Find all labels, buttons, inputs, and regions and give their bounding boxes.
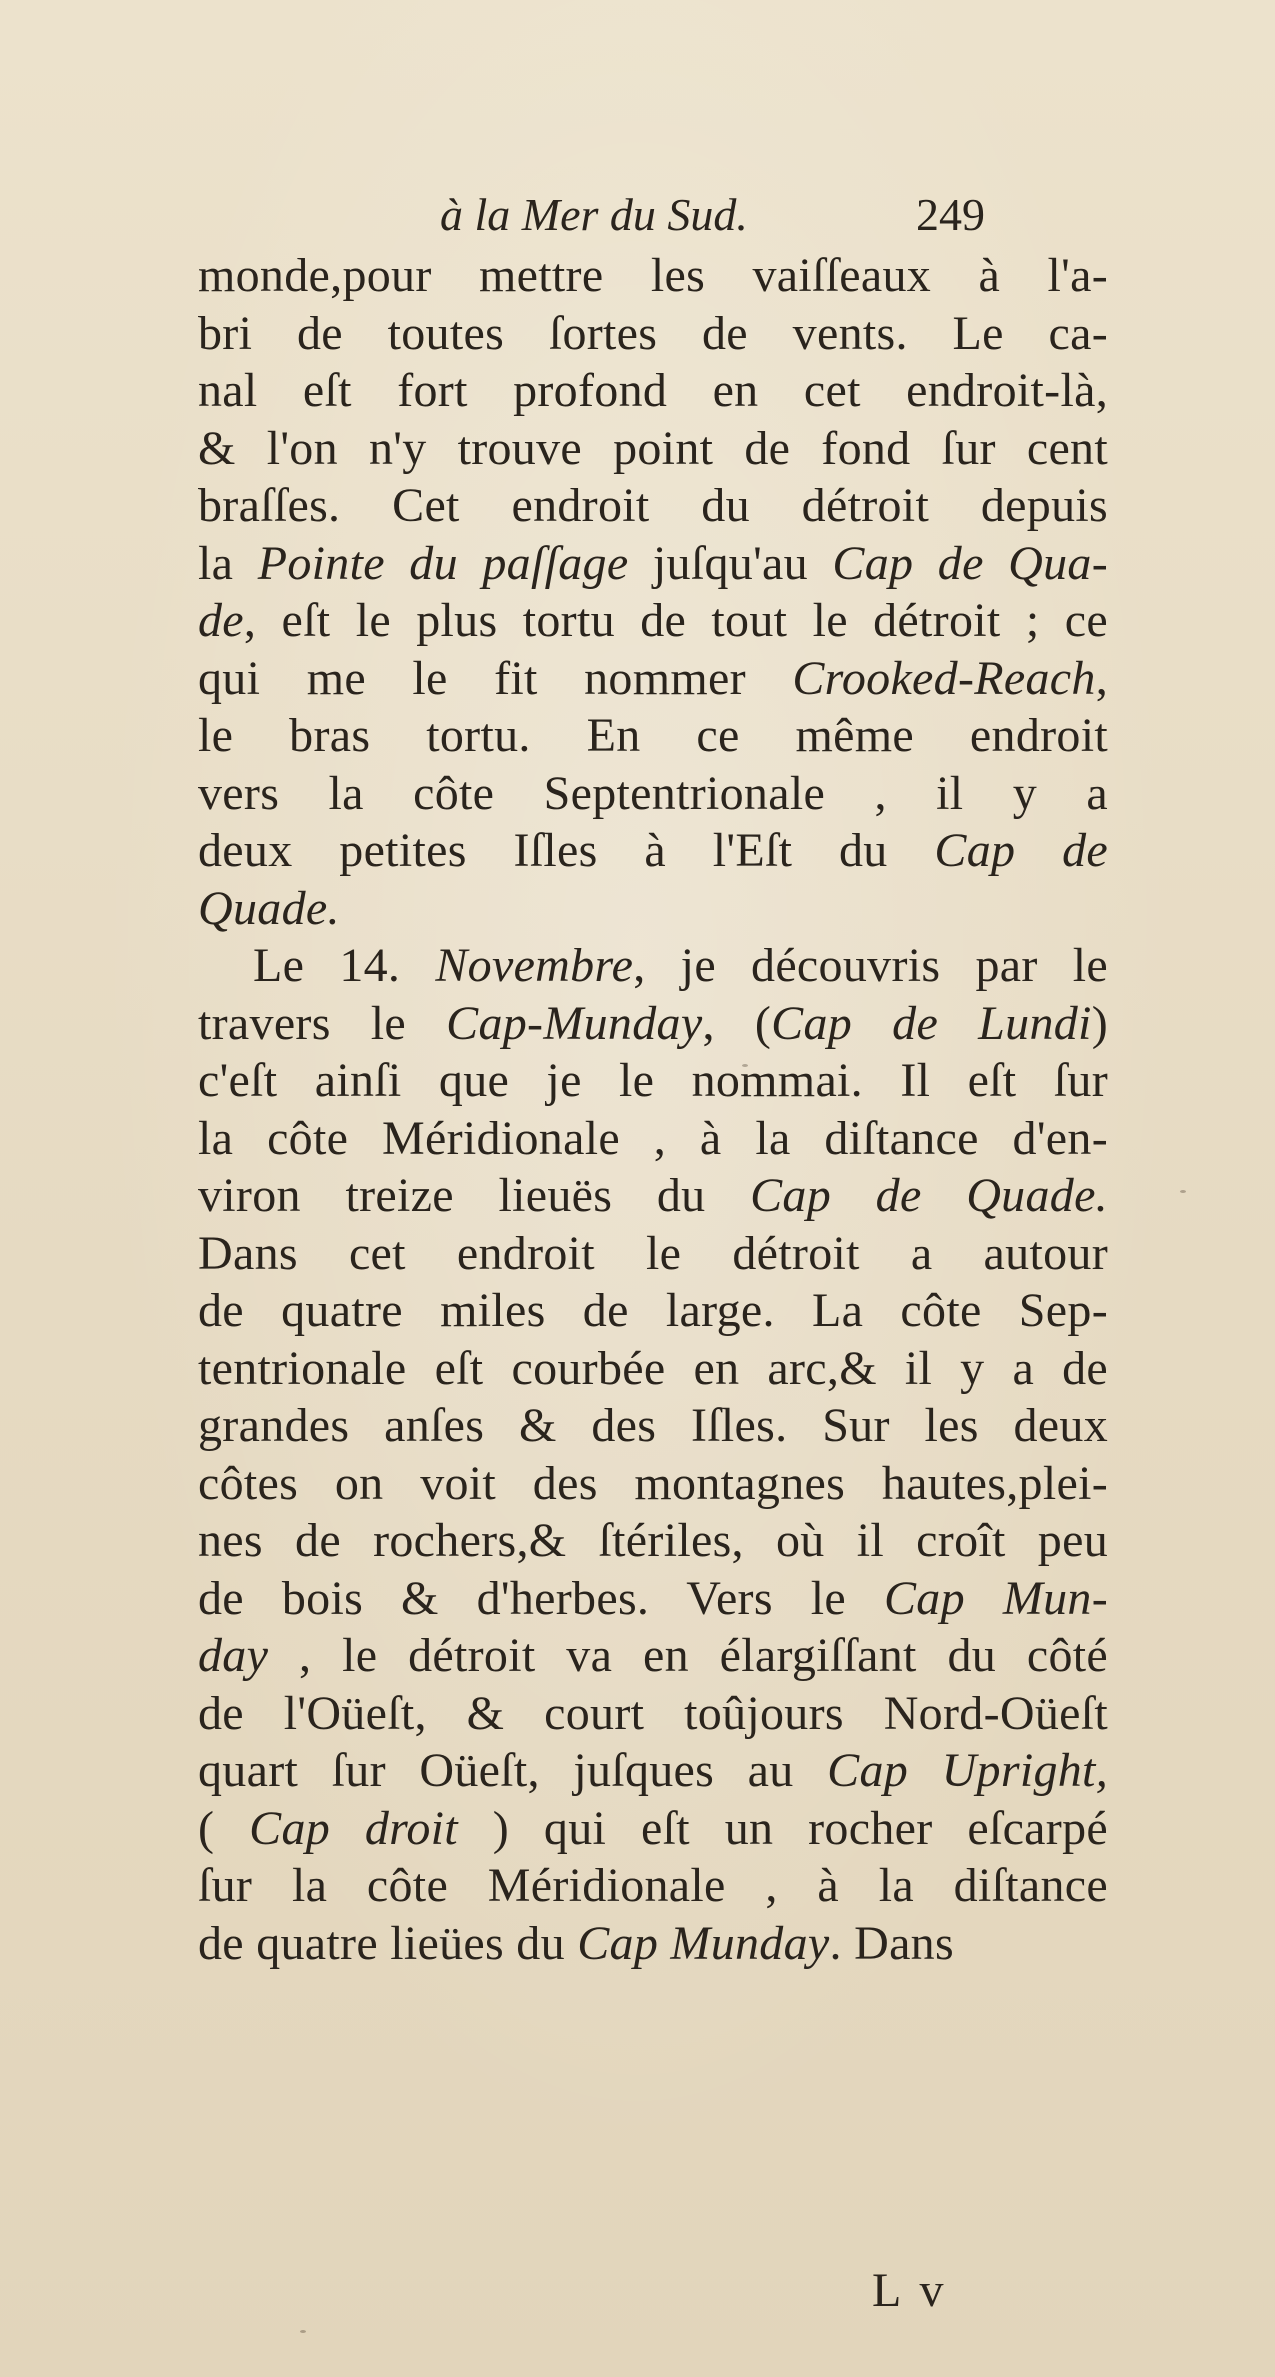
text-line [198, 1742, 1108, 1800]
text-line [198, 592, 1108, 650]
text-line [198, 362, 1108, 420]
signature-mark: L v [872, 2264, 948, 2317]
text-run: travers le [198, 996, 447, 1050]
text-run: de quatre lieües du [198, 1916, 578, 1970]
text-line [198, 1627, 1108, 1685]
text-line [198, 1455, 1108, 1513]
italic-text: Quade. [198, 881, 340, 935]
text-run: ſur la côte Méridionale , à la diſtance [198, 1859, 1108, 1912]
text-run: ( [198, 1801, 250, 1855]
text-run: nal eſt fort profond en cet endroit-là, [198, 364, 1108, 417]
text-line [198, 765, 1108, 823]
text-run: qui me le fit nommer [198, 651, 793, 705]
page-header [0, 185, 1275, 245]
text-line [198, 1570, 1108, 1628]
text-run: Le 14. [253, 939, 436, 992]
text-line [198, 1167, 1108, 1225]
italic-text: Cap-Munday [446, 996, 703, 1050]
paper-speck [300, 2330, 306, 2333]
italic-text: Cap Munday [577, 1916, 830, 1970]
italic-text: Cap de Qua- [832, 536, 1108, 590]
text-run: & l'on n'y trouve point de fond ſur cent [198, 421, 1108, 475]
italic-text: Cap Mun- [883, 1571, 1108, 1625]
italic-text: Crooked-Reach [792, 651, 1096, 705]
text-run: , eſt le plus tortu de tout le détroit ; ce [243, 594, 1108, 647]
text-run: la côte Méridionale , à la diſtance d'en- [198, 1111, 1108, 1165]
text-line [198, 1512, 1108, 1570]
paper-speck [1180, 1190, 1186, 1193]
text-run: deux petites Iſles à l'Eſt du [198, 824, 935, 877]
text-line [198, 822, 1108, 880]
text-run: ) [1091, 996, 1108, 1050]
running-head: à la Mer du Sud. [440, 189, 748, 240]
text-run: ) qui eſt un rocher eſcarpé [457, 1801, 1108, 1855]
text-line [198, 535, 1108, 593]
text-line [198, 420, 1108, 478]
text-run: . Dans [829, 1916, 954, 1970]
text-line [198, 880, 1108, 938]
text-line [198, 477, 1108, 535]
text-line [198, 1397, 1108, 1455]
text-run: de l'Oüeſt, & court toûjours Nord-Oüeſt [198, 1686, 1108, 1740]
text-run: , ( [702, 996, 772, 1050]
text-run: la [198, 536, 258, 590]
text-run: c'eſt ainſi que je le nommai. Il eſt ſur [198, 1054, 1108, 1107]
text-run: Dans cet endroit le détroit a autour [198, 1226, 1108, 1280]
text-run: de bois & d'herbes. Vers le [198, 1571, 884, 1625]
text-line [198, 1800, 1108, 1858]
text-run: , je découvris par le [633, 939, 1108, 992]
text-line [198, 1225, 1108, 1283]
text-line [198, 1110, 1108, 1168]
text-run: nes de rochers,& ſtériles, où il croît peu [198, 1514, 1108, 1567]
italic-text: de [198, 594, 244, 647]
text-run: viron treize lieuës du [198, 1169, 751, 1222]
text-run: tentrionale eſt courbée en arc,& il y a de [198, 1341, 1108, 1395]
text-line [198, 1282, 1108, 1340]
text-run: monde,pour mettre les vaiſſeaux à l'a- [198, 249, 1108, 302]
text-run: côtes on voit des montagnes hautes,plei- [198, 1456, 1108, 1510]
text-line [198, 707, 1108, 765]
text-run: quart ſur Oüeſt, juſques au [198, 1744, 828, 1797]
text-line [198, 1052, 1108, 1110]
paper-speck [742, 1064, 748, 1067]
text-line [198, 995, 1108, 1053]
italic-text: Cap Upright, [827, 1744, 1108, 1797]
italic-text: Cap de Quade. [750, 1169, 1108, 1222]
text-line [198, 650, 1108, 708]
text-run: braſſes. Cet endroit du détroit depuis [198, 479, 1108, 532]
text-line [198, 305, 1108, 363]
text-run: bri de toutes ſortes de vents. Le ca- [198, 306, 1108, 360]
text-run: , le détroit va en élargiſſant du côté [268, 1629, 1108, 1682]
body-text [198, 247, 1108, 1972]
text-run: le bras tortu. En ce même endroit [198, 709, 1108, 762]
italic-text: Cap de Lundi [771, 996, 1092, 1050]
page-number: 249 [916, 189, 985, 240]
text-line [198, 937, 1108, 995]
text-line [198, 1915, 1108, 1973]
text-run: vers la côte Septentrionale , il y a [198, 766, 1108, 820]
italic-text: Pointe du paſſage [257, 536, 629, 590]
text-line [198, 1857, 1108, 1915]
text-line [198, 247, 1108, 305]
text-run: , [1095, 651, 1108, 705]
italic-text: Cap droit [249, 1801, 458, 1855]
text-run: de quatre miles de large. La côte Sep- [198, 1284, 1108, 1337]
text-run: grandes anſes & des Iſles. Sur les deux [198, 1399, 1108, 1452]
italic-text: day [198, 1629, 269, 1682]
text-line [198, 1340, 1108, 1398]
text-line [198, 1685, 1108, 1743]
italic-text: Novembre [435, 939, 634, 992]
text-run: juſqu'au [628, 536, 833, 590]
italic-text: Cap de [934, 824, 1108, 877]
